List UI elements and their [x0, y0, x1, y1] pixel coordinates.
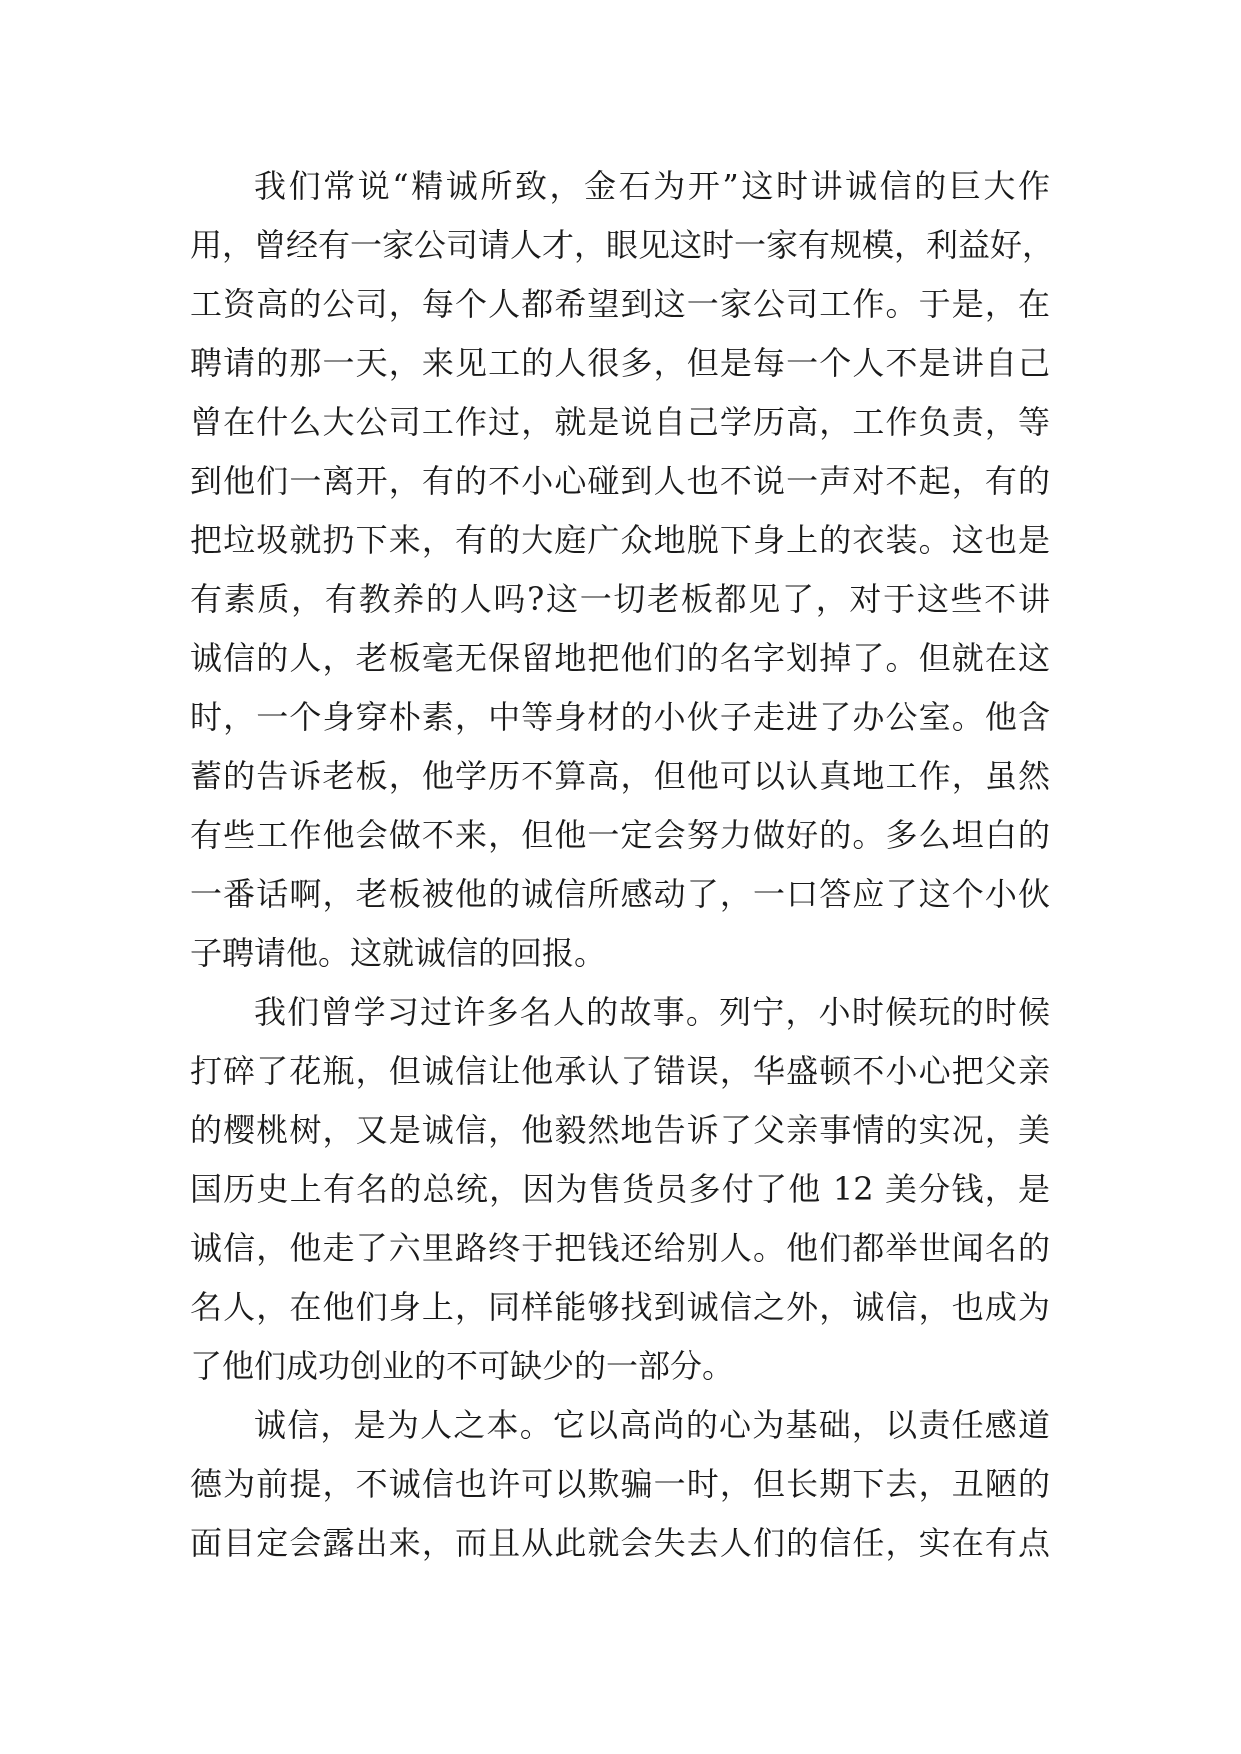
text-line: 把垃圾就扔下来，有的大庭广众地脱下身上的衣装。这也是 — [190, 521, 1050, 559]
text-line: 我们常说“精诚所致，金石为开”这时讲诚信的巨大作 — [254, 167, 1050, 205]
text-line: 子聘请他。这就诚信的回报。 — [190, 934, 607, 972]
document-body — [190, 157, 1055, 1573]
text-line: 名人，在他们身上，同样能够找到诚信之外，诚信，也成为 — [190, 1288, 1050, 1326]
text-line: 诚信的人，老板毫无保留地把他们的名字划掉了。但就在这 — [190, 639, 1050, 677]
text-line: 时，一个身穿朴素，中等身材的小伙子走进了办公室。他含 — [190, 698, 1050, 736]
text-line: 蓄的告诉老板，他学历不算高，但他可以认真地工作，虽然 — [190, 757, 1050, 795]
text-line: 曾在什么大公司工作过，就是说自己学历高，工作负责，等 — [190, 403, 1050, 441]
paragraph-2 — [190, 983, 1050, 1396]
text-line: 聘请的那一天，来见工的人很多，但是每一个人不是讲自己 — [190, 344, 1050, 382]
text-line: 国历史上有名的总统，因为售货员多付了他 12 美分钱，是 — [190, 1170, 1050, 1208]
text-line: 我们曾学习过许多名人的故事。列宁，小时候玩的时候 — [254, 993, 1050, 1031]
text-line: 诚信，是为人之本。它以高尚的心为基础，以责任感道 — [254, 1406, 1050, 1444]
text-line: 面目定会露出来，而且从此就会失去人们的信任，实在有点 — [190, 1524, 1050, 1562]
text-line: 有些工作他会做不来，但他一定会努力做好的。多么坦白的 — [190, 816, 1050, 854]
text-line: 用，曾经有一家公司请人才，眼见这时一家有规模，利益好， — [190, 226, 1055, 264]
text-line: 的樱桃树，又是诚信，他毅然地告诉了父亲事情的实况，美 — [190, 1111, 1050, 1149]
text-line: 德为前提，不诚信也许可以欺骗一时，但长期下去，丑陋的 — [190, 1465, 1050, 1503]
text-line: 工资高的公司，每个人都希望到这一家公司工作。于是，在 — [190, 285, 1050, 323]
text-line: 了他们成功创业的不可缺少的一部分。 — [190, 1347, 735, 1385]
text-line: 到他们一离开，有的不小心碰到人也不说一声对不起，有的 — [190, 462, 1050, 500]
paragraph-3 — [190, 1396, 1050, 1573]
text-line: 打碎了花瓶，但诚信让他承认了错误，华盛顿不小心把父亲 — [190, 1052, 1050, 1090]
text-line: 诚信，他走了六里路终于把钱还给别人。他们都举世闻名的 — [190, 1229, 1050, 1267]
text-line: 有素质，有教养的人吗?这一切老板都见了，对于这些不讲 — [190, 580, 1050, 618]
paragraph-1 — [190, 157, 1055, 983]
text-line: 一番话啊，老板被他的诚信所感动了，一口答应了这个小伙 — [190, 875, 1050, 913]
